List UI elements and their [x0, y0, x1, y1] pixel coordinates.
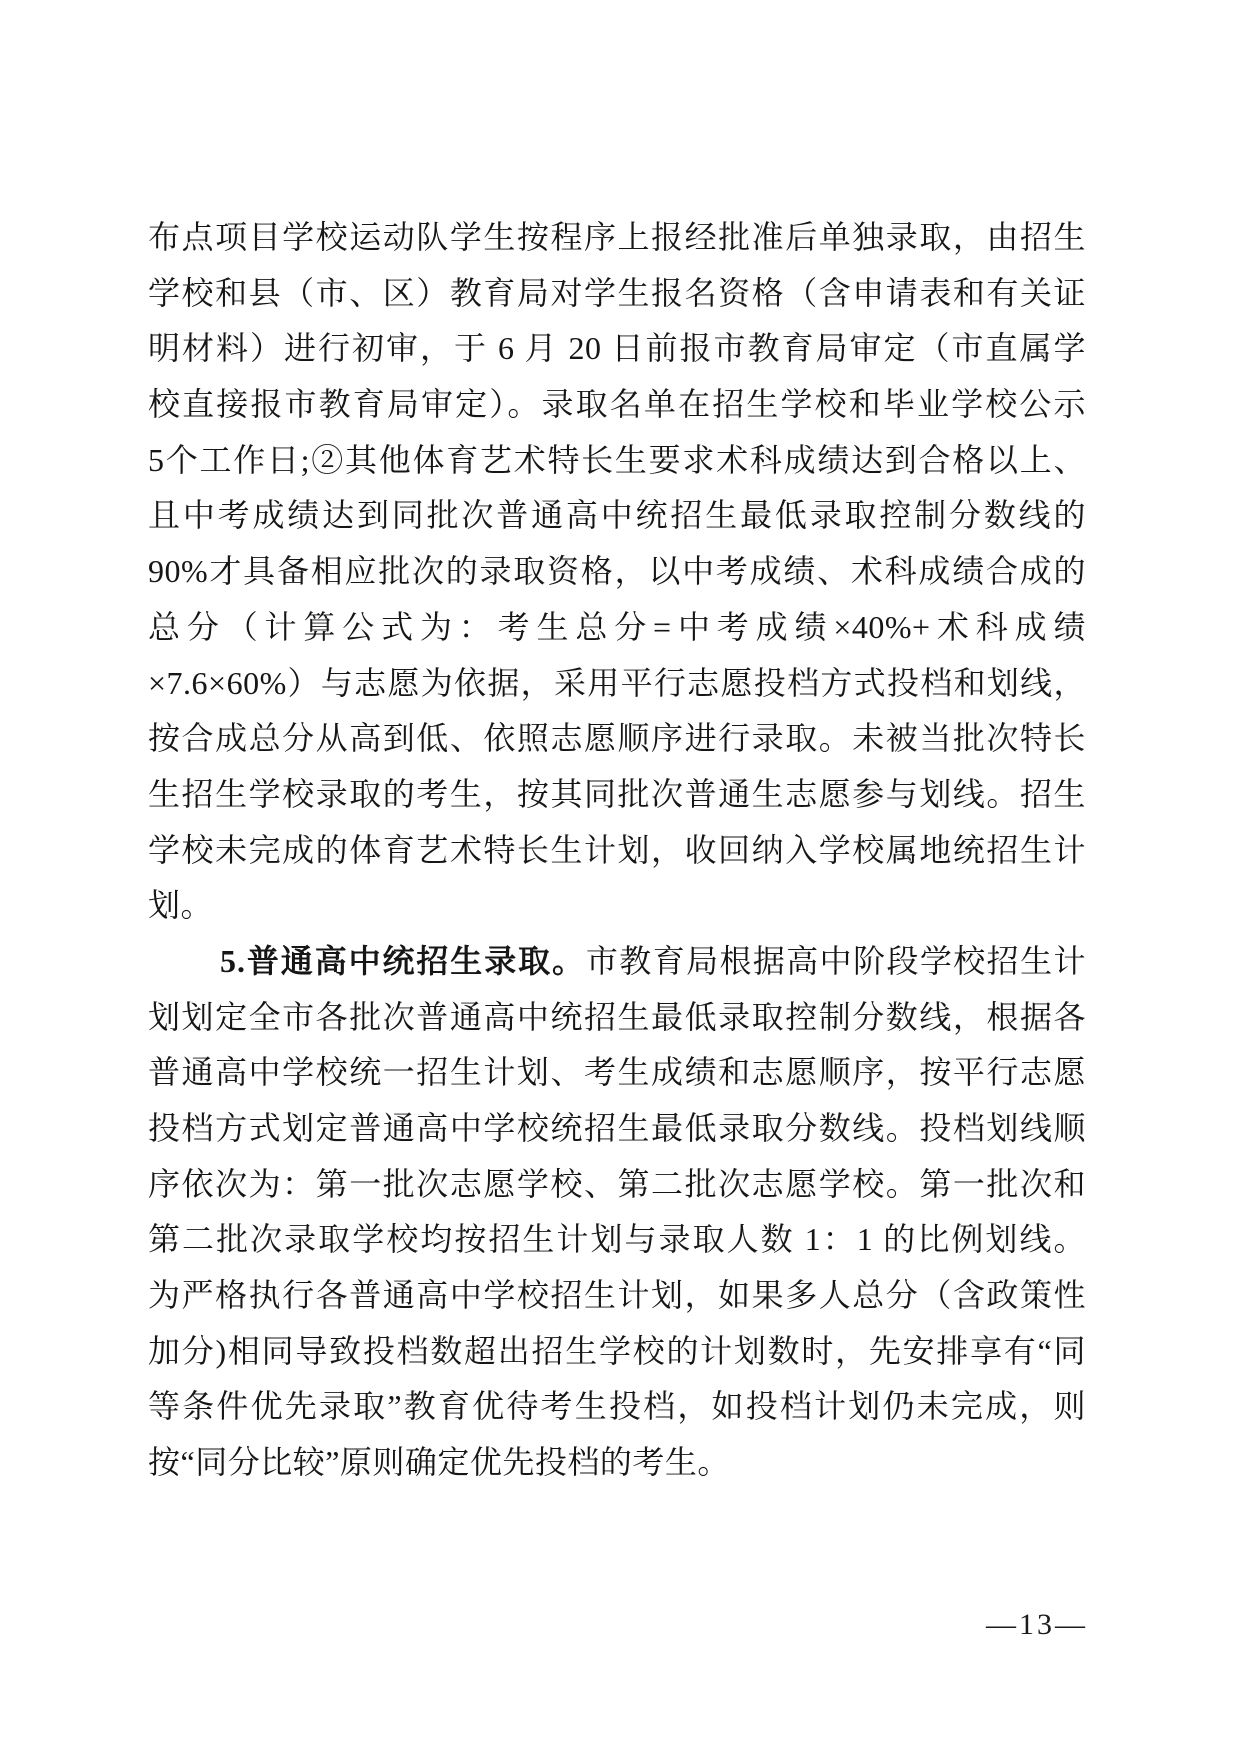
text-line: 学校和县（市、区）教育局对学生报名资格（含申请表和有关证: [148, 274, 1086, 311]
paragraph-sports-art-admission: [148, 210, 1086, 934]
text-line: 按合成总分从高到低、依照志愿顺序进行录取。未被当批次特长: [148, 720, 1086, 757]
text-line: 划划定全市各批次普通高中统招生最低录取控制分数线，根据各: [148, 998, 1086, 1035]
text-line: 总分（计算公式为：考生总分=中考成绩×40%+术科成绩: [148, 608, 1086, 645]
section-heading-line: [148, 934, 1086, 990]
text-line: 按“同分比较”原则确定优先投档的考生。: [148, 1444, 730, 1481]
section-heading-continuation: 市教育局根据高中阶段学校招生计: [585, 942, 1086, 979]
text-line: 序依次为：第一批次志愿学校、第二批次志愿学校。第一批次和: [148, 1165, 1086, 1202]
text-line: 加分)相同导致投档数超出招生学校的计划数时，先安排享有“同: [148, 1332, 1086, 1369]
body-text: [148, 210, 1086, 1491]
text-line: ×7.6×60%）与志愿为依据，采用平行志愿投档方式投档和划线，: [148, 664, 1086, 701]
section-heading: 5.普通高中统招生录取。: [220, 942, 586, 979]
text-line: 90%才具备相应批次的录取资格，以中考成绩、术科成绩合成的: [148, 553, 1086, 590]
paragraph-general-admission: [148, 934, 1086, 1491]
text-line: 为严格执行各普通高中学校招生计划，如果多人总分（含政策性: [148, 1277, 1086, 1314]
text-line: 普通高中学校统一招生计划、考生成绩和志愿顺序，按平行志愿: [148, 1054, 1086, 1091]
text-line: 校直接报市教育局审定）。录取名单在招生学校和毕业学校公示: [148, 386, 1086, 423]
text-line: 划。: [148, 887, 214, 924]
text-line: 等条件优先录取”教育优待考生投档，如投档计划仍未完成，则: [148, 1388, 1086, 1425]
text-line: 第二批次录取学校均按招生计划与录取人数 1：1 的比例划线。: [148, 1221, 1086, 1258]
text-line: 生招生学校录取的考生，按其同批次普通生志愿参与划线。招生: [148, 775, 1086, 812]
text-line: 且中考成绩达到同批次普通高中统招生最低录取控制分数线的: [148, 497, 1086, 534]
text-line: 5个工作日;②其他体育艺术特长生要求术科成绩达到合格以上、: [148, 441, 1086, 478]
text-line: 布点项目学校运动队学生按程序上报经批准后单独录取，由招生: [148, 219, 1086, 255]
text-line: 明材料）进行初审，于 6 月 20 日前报市教育局审定（市直属学: [148, 330, 1086, 367]
text-line: 投档方式划定普通高中学校统招生最低录取分数线。投档划线顺: [148, 1110, 1086, 1146]
page-number: —13—: [986, 1608, 1088, 1641]
text-line: 学校未完成的体育艺术特长生计划，收回纳入学校属地统招生计: [148, 831, 1086, 868]
